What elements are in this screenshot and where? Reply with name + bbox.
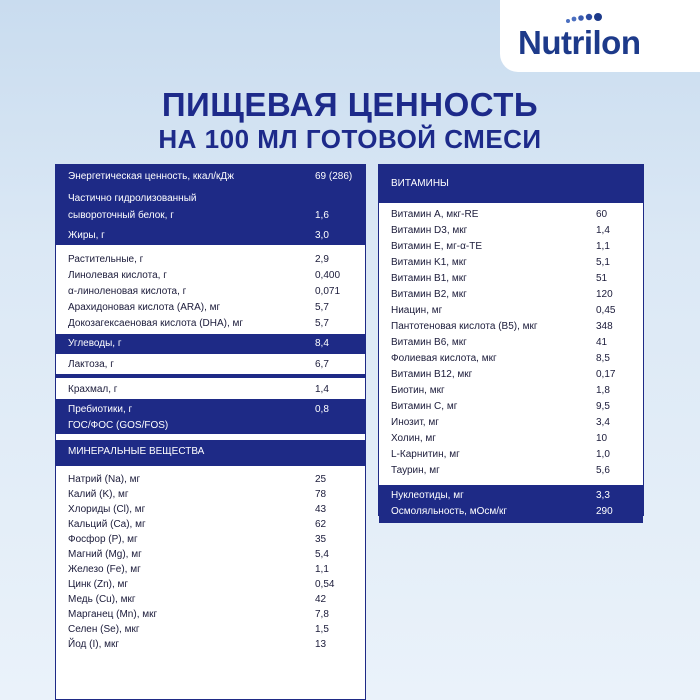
- list-item: [56, 592, 365, 607]
- item-label: Витамин B12, мкг: [391, 369, 473, 380]
- item-label: Холин, мг: [391, 433, 436, 444]
- item-label: Витамин K1, мкг: [391, 257, 467, 268]
- list-item: [379, 399, 643, 415]
- starch-label: Крахмал, г: [68, 384, 118, 395]
- energy-protein-fat-band: [56, 165, 365, 249]
- vitamins-header: ВИТАМИНЫ: [379, 165, 643, 203]
- item-value: 0,17: [596, 369, 616, 380]
- list-item: [379, 303, 643, 319]
- item-label: Магний (Mg), мг: [68, 549, 142, 560]
- item-value: 1,1: [315, 564, 329, 575]
- page-subtitle: НА 100 МЛ ГОТОВОЙ СМЕСИ: [158, 124, 542, 154]
- list-item: [56, 300, 365, 316]
- item-label: Марганец (Mn), мкг: [68, 609, 158, 620]
- nutrition-table-left: [55, 164, 366, 700]
- list-item: [379, 287, 643, 303]
- item-label: Растительные, г: [68, 254, 144, 265]
- item-label: Инозит, мг: [391, 417, 439, 428]
- item-label: Фолиевая кислота, мкг: [391, 353, 497, 364]
- energy-label: Энергетическая ценность, ккал/кДж: [68, 171, 234, 182]
- item-label: α-линоленовая кислота, г: [68, 286, 187, 297]
- list-item: [379, 255, 643, 271]
- list-item: [56, 547, 365, 562]
- list-item: [379, 415, 643, 431]
- list-item: [379, 319, 643, 335]
- starch-row: [56, 381, 365, 399]
- brand-logo-box: [500, 0, 700, 72]
- item-value: 7,8: [315, 609, 329, 620]
- lactose-value: 6,7: [315, 359, 329, 370]
- item-value: 8,5: [596, 353, 610, 364]
- item-value: 1,8: [596, 385, 610, 396]
- list-item: [379, 335, 643, 351]
- item-value: 0,400: [315, 270, 341, 281]
- prebiotics-row-1: [56, 402, 365, 418]
- item-value: 1,0: [596, 449, 610, 460]
- item-value: 62: [315, 519, 327, 530]
- item-value: 5,1: [596, 257, 610, 268]
- prebiotics-label-1: Пребиотики, г: [68, 404, 133, 415]
- item-value: 1,4: [596, 225, 610, 236]
- item-value: 0,45: [596, 305, 616, 316]
- prebiotics-band: [56, 399, 365, 466]
- item-label: Витамин A, мкг-RE: [391, 209, 479, 220]
- item-label: Цинк (Zn), мг: [68, 579, 129, 590]
- fats-label: Жиры, г: [68, 230, 105, 241]
- lactose-section: [56, 354, 365, 374]
- item-value: 25: [315, 474, 327, 485]
- lactose-row: [56, 356, 365, 374]
- lactose-label: Лактоза, г: [68, 359, 114, 370]
- item-value: 0,071: [315, 286, 341, 297]
- item-label: Железо (Fe), мг: [68, 564, 141, 575]
- carbs-value: 8,4: [315, 338, 329, 349]
- item-value: 5,6: [596, 465, 610, 476]
- nucleotides-row: [379, 488, 643, 504]
- vitamins-list: [379, 203, 643, 485]
- list-item: [56, 487, 365, 502]
- item-label: Витамин B6, мкг: [391, 337, 467, 348]
- item-label: Йод (I), мкг: [68, 639, 120, 650]
- list-item: [379, 367, 643, 383]
- list-item: [379, 463, 643, 479]
- item-label: Витамин B2, мкг: [391, 289, 467, 300]
- prebiotics-label-2: ГОС/ФОС (GOS/FOS): [68, 420, 169, 431]
- list-item: [56, 284, 365, 300]
- item-label: Ниацин, мг: [391, 305, 443, 316]
- item-label: Арахидоновая кислота (ARA), мг: [68, 302, 221, 313]
- nutrition-table-right: [378, 164, 644, 516]
- item-value: 78: [315, 489, 327, 500]
- list-item: [56, 607, 365, 622]
- nucleotides-label: Нуклеотиды, мг: [391, 490, 464, 501]
- starch-section: [56, 378, 365, 399]
- list-item: [56, 268, 365, 284]
- item-label: Натрий (Na), мг: [68, 474, 141, 485]
- prebiotics-row-2: [56, 418, 365, 434]
- fat-details-list: [56, 249, 365, 334]
- item-label: L-Карнитин, мг: [391, 449, 460, 460]
- brand-logo: Nutrilon: [518, 24, 641, 61]
- list-item: [379, 383, 643, 399]
- item-value: 3,4: [596, 417, 610, 428]
- item-value: 0,54: [315, 579, 335, 590]
- extra-band: [379, 485, 643, 523]
- item-value: 5,4: [315, 549, 329, 560]
- list-item: [379, 271, 643, 287]
- list-item: [56, 562, 365, 577]
- minerals-header: МИНЕРАЛЬНЫЕ ВЕЩЕСТВА: [56, 440, 365, 466]
- item-value: 43: [315, 504, 327, 515]
- item-label: Витамин B1, мкг: [391, 273, 467, 284]
- list-item: [379, 223, 643, 239]
- list-item: [56, 577, 365, 592]
- list-item: [56, 637, 365, 652]
- item-label: Медь (Cu), мкг: [68, 594, 136, 605]
- item-value: 5,7: [315, 302, 329, 313]
- list-item: [56, 502, 365, 517]
- item-label: Линолевая кислота, г: [68, 270, 167, 281]
- list-item: [56, 472, 365, 487]
- item-label: Витамин C, мг: [391, 401, 458, 412]
- prebiotics-value: 0,8: [315, 404, 329, 415]
- list-item: [379, 351, 643, 367]
- item-value: 41: [596, 337, 608, 348]
- protein-row-1: [56, 191, 365, 207]
- energy-value: 69 (286): [315, 171, 353, 182]
- protein-row-2: [56, 207, 365, 225]
- item-value: 348: [596, 321, 613, 332]
- starch-value: 1,4: [315, 384, 329, 395]
- item-value: 13: [315, 639, 327, 650]
- list-item: [56, 252, 365, 268]
- item-value: 2,9: [315, 254, 329, 265]
- item-value: 60: [596, 209, 608, 220]
- item-label: Хлориды (Cl), мг: [68, 504, 146, 515]
- list-item: [379, 239, 643, 255]
- list-item: [56, 532, 365, 547]
- carbs-label: Углеводы, г: [68, 338, 122, 349]
- item-value: 35: [315, 534, 327, 545]
- energy-row: [56, 169, 365, 185]
- item-label: Биотин, мкг: [391, 385, 445, 396]
- protein-label-1: Частично гидролизованный: [68, 193, 197, 204]
- minerals-list: [56, 466, 365, 652]
- list-item: [379, 431, 643, 447]
- item-value: 1,5: [315, 624, 329, 635]
- carbs-row: [56, 334, 365, 354]
- item-value: 1,1: [596, 241, 610, 252]
- item-label: Пантотеновая кислота (B5), мкг: [391, 321, 538, 332]
- list-item: [379, 207, 643, 223]
- item-label: Витамин E, мг-α-TE: [391, 241, 483, 252]
- list-item: [56, 517, 365, 532]
- fats-value: 3,0: [315, 230, 329, 241]
- item-value: 9,5: [596, 401, 610, 412]
- osmolality-label: Осмоляльность, мОсм/кг: [391, 506, 508, 517]
- osmolality-row: [379, 504, 643, 520]
- item-label: Кальций (Ca), мг: [68, 519, 146, 530]
- item-value: 120: [596, 289, 613, 300]
- item-value: 51: [596, 273, 608, 284]
- page-title: ПИЩЕВАЯ ЦЕННОСТЬ: [161, 86, 539, 123]
- item-value: 5,7: [315, 318, 329, 329]
- item-label: Таурин, мг: [391, 465, 440, 476]
- fats-row: [56, 227, 365, 245]
- nucleotides-value: 3,3: [596, 490, 610, 501]
- protein-label-2: сывороточный белок, г: [68, 210, 174, 221]
- osmolality-value: 290: [596, 506, 613, 517]
- item-label: Калий (K), мг: [68, 489, 129, 500]
- carbs-band: [56, 334, 365, 354]
- item-value: 10: [596, 433, 608, 444]
- item-label: Витамин D3, мкг: [391, 225, 468, 236]
- protein-value: 1,6: [315, 210, 329, 221]
- list-item: [379, 447, 643, 463]
- item-label: Фосфор (P), мг: [68, 534, 138, 545]
- item-label: Селен (Se), мкг: [68, 624, 140, 635]
- list-item: [56, 622, 365, 637]
- item-label: Докозагексаеновая кислота (DHA), мг: [68, 318, 244, 329]
- item-value: 42: [315, 594, 327, 605]
- list-item: [56, 316, 365, 332]
